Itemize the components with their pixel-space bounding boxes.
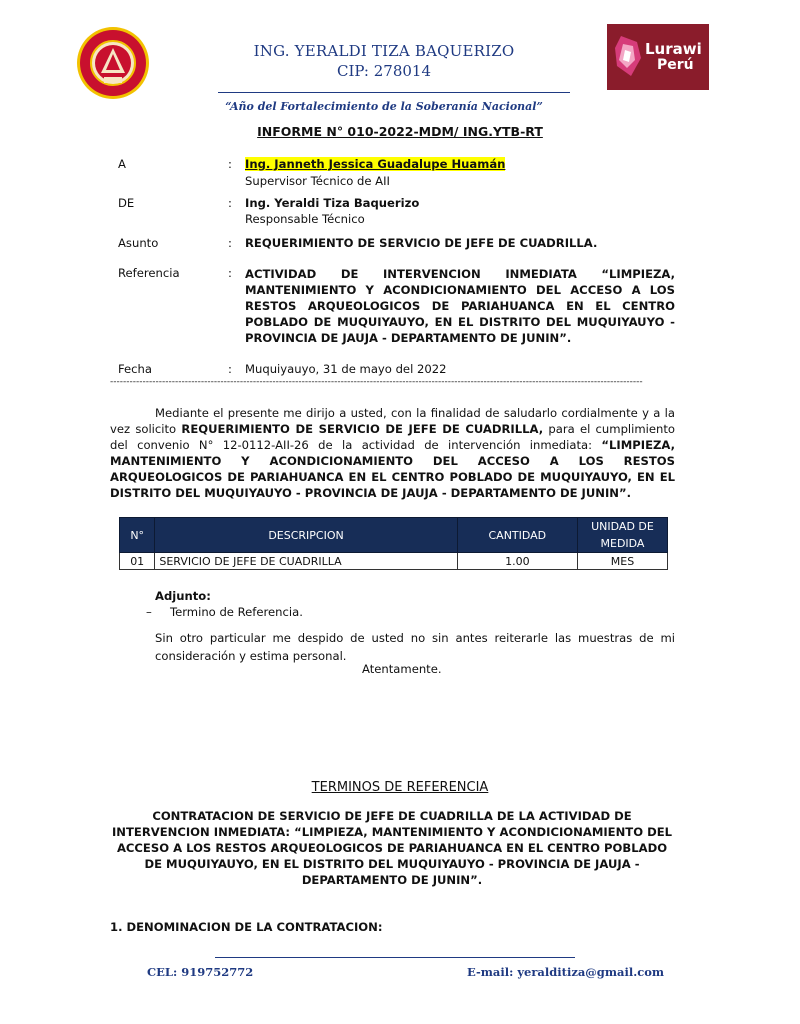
body-paragraph	[110, 405, 675, 501]
to-role: Supervisor Técnico de AII	[245, 174, 390, 188]
signoff-text: Atentamente.	[362, 662, 442, 676]
footer-email: E-mail: yeralditiza@gmail.com	[467, 965, 665, 979]
year-motto: “Año del Fortalecimiento de la Soberanía Nacional”	[225, 100, 543, 113]
tdr-title: TERMINOS DE REFERENCIA	[311, 780, 489, 795]
subject-text: REQUERIMIENTO DE SERVICIO DE JEFE DE CUADRILLA.	[245, 236, 598, 250]
requirement-table	[119, 517, 668, 570]
report-title: INFORME N° 010-2022-MDM/ ING.YTB-RT	[257, 124, 543, 139]
section-1-heading: 1. DENOMINACION DE LA CONTRATACION:	[110, 920, 383, 934]
tdr-body: CONTRATACION DE SERVICIO DE JEFE DE CUADRILLA DE LA ACTIVIDAD DE INTERVENCION INMEDIATA: “LIMPIEZA, MANTENIMIENTO Y ACONDICIONAMIENTO DEL ACCESO A LOS RESTOS ARQUEOLOGICOS DE PARIAHUANCA EN EL CENTRO POBLADO DE MUQUIYAUYO, EN EL DISTRITO DEL MUQUIYAUYO - PROVINCIA DE JAUJA - DEPARTAMENTO DE JUNIN”.	[111, 809, 673, 887]
from-role: Responsable Técnico	[245, 212, 365, 226]
from-name: Ing. Yeraldi Tiza Baquerizo	[245, 196, 420, 210]
table-header-row	[120, 518, 668, 553]
from-colon: :	[228, 196, 232, 210]
body-text-activity: “LIMPIEZA, MANTENIMIENTO Y ACONDICIONAMIENTO DEL ACCESO A LOS RESTOS ARQUEOLOGICOS DE PARIAHUANCA EN EL CENTRO POBLADO DE MUQUIYAUYO, EN EL DISTRITO DEL MUQUIYAUYO - PROVINCIA DE JAUJA - DEPARTAMENTO DE JUNIN”.	[110, 438, 675, 500]
reference-text: ACTIVIDAD DE INTERVENCION INMEDIATA “LIMPIEZA, MANTENIMIENTO Y ACONDICIONAMIENTO DEL ACCESO A LOS RESTOS ARQUEOLOGICOS DE PARIAHUANCA EN EL CENTRO POBLADO DE MUQUIYAUYO, EN EL DISTRITO DEL MUQUIYAUYO - PROVINCIA DE JAUJA - DEPARTAMENTO DE JUNIN”.	[245, 267, 675, 345]
body-text-intro: Mediante el presente me dirijo a usted, con la finalidad de saludarlo cordialmente y a la vez solicito	[110, 406, 675, 436]
closing-text: Sin otro particular me despido de usted no sin antes reiterarle las muestras de mi consideración y estima personal.	[155, 631, 675, 663]
date-label: Fecha	[118, 362, 152, 376]
date-text: Muquiyauyo, 31 de mayo del 2022	[245, 362, 447, 376]
col-header-quantity: CANTIDAD	[457, 518, 577, 553]
from-label: DE	[118, 196, 135, 210]
col-header-number: N°	[120, 518, 155, 553]
date-colon: :	[228, 362, 232, 376]
separator-dashes: --------------------------------------------------------------------------------------------------------------------------------------------------------------------	[110, 377, 643, 387]
author-name: ING. YERALDI TIZA BAQUERIZO	[253, 42, 515, 60]
body-text-purpose: para el cumplimiento del convenio N° 12-0112-AII-26 de la actividad de intervención inmediata:	[110, 422, 676, 452]
footer-phone: CEL: 919752772	[147, 965, 254, 979]
subject-colon: :	[228, 236, 232, 250]
col-header-unit: UNIDAD DE MEDIDA	[577, 518, 667, 553]
logo-brand-line1: Lurawi	[645, 40, 702, 58]
body-text-request: REQUERIMIENTO DE SERVICIO DE JEFE DE CUADRILLA,	[181, 422, 544, 436]
to-colon: :	[228, 157, 232, 171]
cell-unit: MES	[577, 553, 667, 570]
reference-label: Referencia	[118, 266, 180, 280]
reference-colon: :	[228, 266, 232, 280]
attachment-bullet: –	[146, 605, 152, 619]
to-label: A	[118, 157, 126, 171]
attachments-label: Adjunto:	[155, 589, 211, 603]
cell-description: SERVICIO DE JEFE DE CUADRILLA	[155, 553, 457, 570]
cell-number: 01	[120, 553, 155, 570]
footer-divider	[215, 957, 575, 958]
attachment-item: Termino de Referencia.	[170, 605, 303, 619]
table-row	[120, 553, 668, 570]
cip-number: CIP: 278014	[336, 62, 432, 80]
logo-brand-line2: Perú	[657, 57, 694, 73]
header-divider	[218, 92, 570, 93]
cell-quantity: 1.00	[457, 553, 577, 570]
subject-label: Asunto	[118, 236, 159, 250]
col-header-description: DESCRIPCION	[155, 518, 457, 553]
to-name: Ing. Janneth Jessica Guadalupe Huamán	[245, 157, 506, 171]
